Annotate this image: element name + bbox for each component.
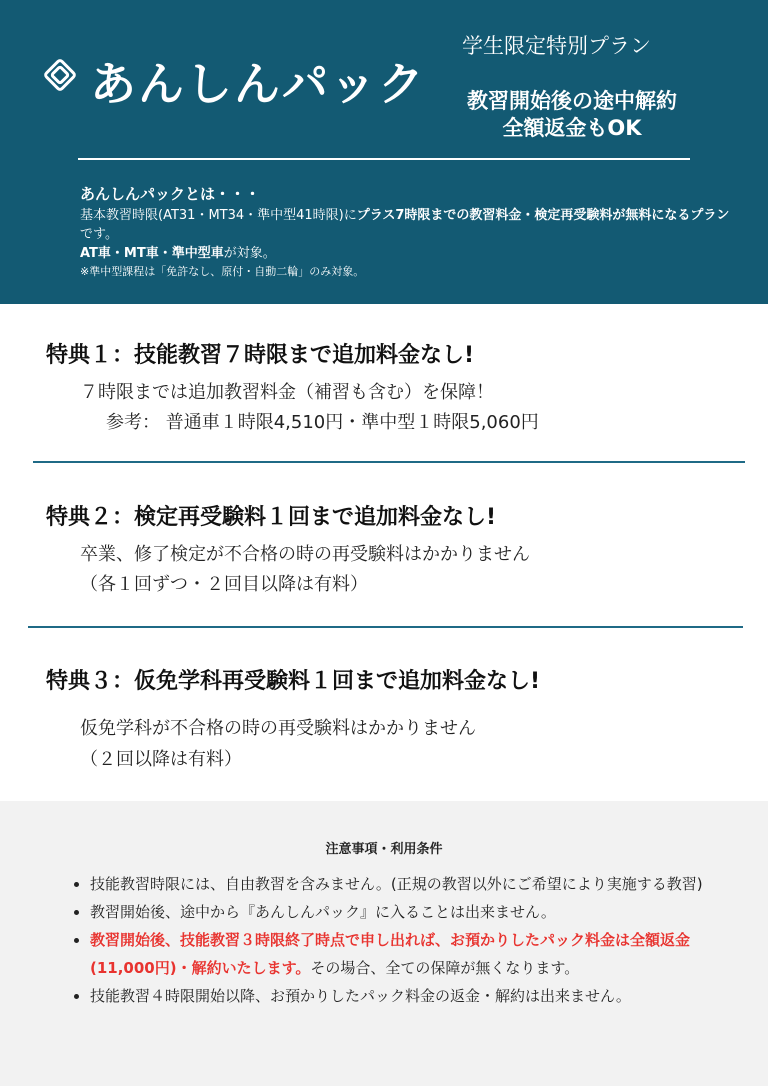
- benefit-2-line-2: （各１回ずつ・２回目以降は有料）: [80, 574, 368, 595]
- benefit-1-line-1: ７時限までは追加教習料金（補習も含む）を保障！: [80, 382, 494, 403]
- section-divider: [33, 461, 745, 463]
- section-divider: [28, 626, 743, 628]
- about-body: [80, 206, 740, 263]
- logo-text: あんしんパック: [90, 57, 426, 111]
- benefit-1-title: 特典１：技能教習７時限まで追加料金なし!: [46, 343, 475, 368]
- notes-title: 注意事項・利用条件: [325, 842, 443, 857]
- about-title: あんしんパックとは・・・: [80, 185, 261, 203]
- list-item: [90, 926, 740, 982]
- list-item: [90, 898, 740, 926]
- list-item: [90, 982, 740, 1010]
- plan-name: 学生限定特別プラン: [462, 34, 651, 58]
- note-text: 技能教習時限には、自由教習を含みません。(正規の教習以外にご希望により実施する教習): [90, 875, 703, 893]
- refund-headline-2: 全額返金もOK: [502, 116, 642, 140]
- about-note: ※準中型課程は「免許なし、原付・自動二輪」のみ対象。: [80, 265, 365, 278]
- about-bold-2: AT車・MT車・準中型車: [80, 246, 224, 261]
- benefit-2-title: 特典２：検定再受験料１回まで追加料金なし!: [46, 505, 497, 530]
- notes-list: [70, 870, 740, 1010]
- benefit-1-line-2: 参考： 普通車１時限4,510円・準中型１時限5,060円: [106, 412, 539, 433]
- list-item: [90, 870, 740, 898]
- note-text: その場合、全ての保障が無くなります。: [310, 959, 580, 977]
- note-text: 教習開始後、途中から『あんしんパック』に入ることは出来ません。: [90, 903, 556, 921]
- about-text-2: です。: [80, 227, 118, 242]
- refund-headline-1: 教習開始後の途中解約: [467, 89, 677, 113]
- double-diamond-icon: [40, 55, 80, 95]
- benefit-3-title: 特典３：仮免学科再受験料１回まで追加料金なし!: [46, 669, 541, 694]
- about-bold-1: プラス7時限までの教習料金・検定再受験料が無料になるプラン: [356, 208, 730, 223]
- header-banner: [0, 0, 768, 304]
- about-text-3: が対象。: [223, 246, 276, 261]
- header-divider: [78, 158, 690, 160]
- benefit-2-line-1: 卒業、修了検定が不合格の時の再受験料はかかりません: [80, 544, 530, 565]
- benefit-3-line-1: 仮免学科が不合格の時の再受験料はかかりません: [80, 718, 476, 739]
- benefit-3-line-2: （２回以降は有料）: [80, 749, 242, 770]
- about-text-1: 基本教習時限(AT31・MT34・準中型41時限)に: [80, 208, 357, 223]
- note-warning: 教習開始後、技能教習３時限終了時点で申し出れば、お預かりしたパック料金は全額返金(11,000円)・解約いたします。: [90, 931, 691, 977]
- note-text: 技能教習４時限開始以降、お預かりしたパック料金の返金・解約は出来ません。: [90, 987, 631, 1005]
